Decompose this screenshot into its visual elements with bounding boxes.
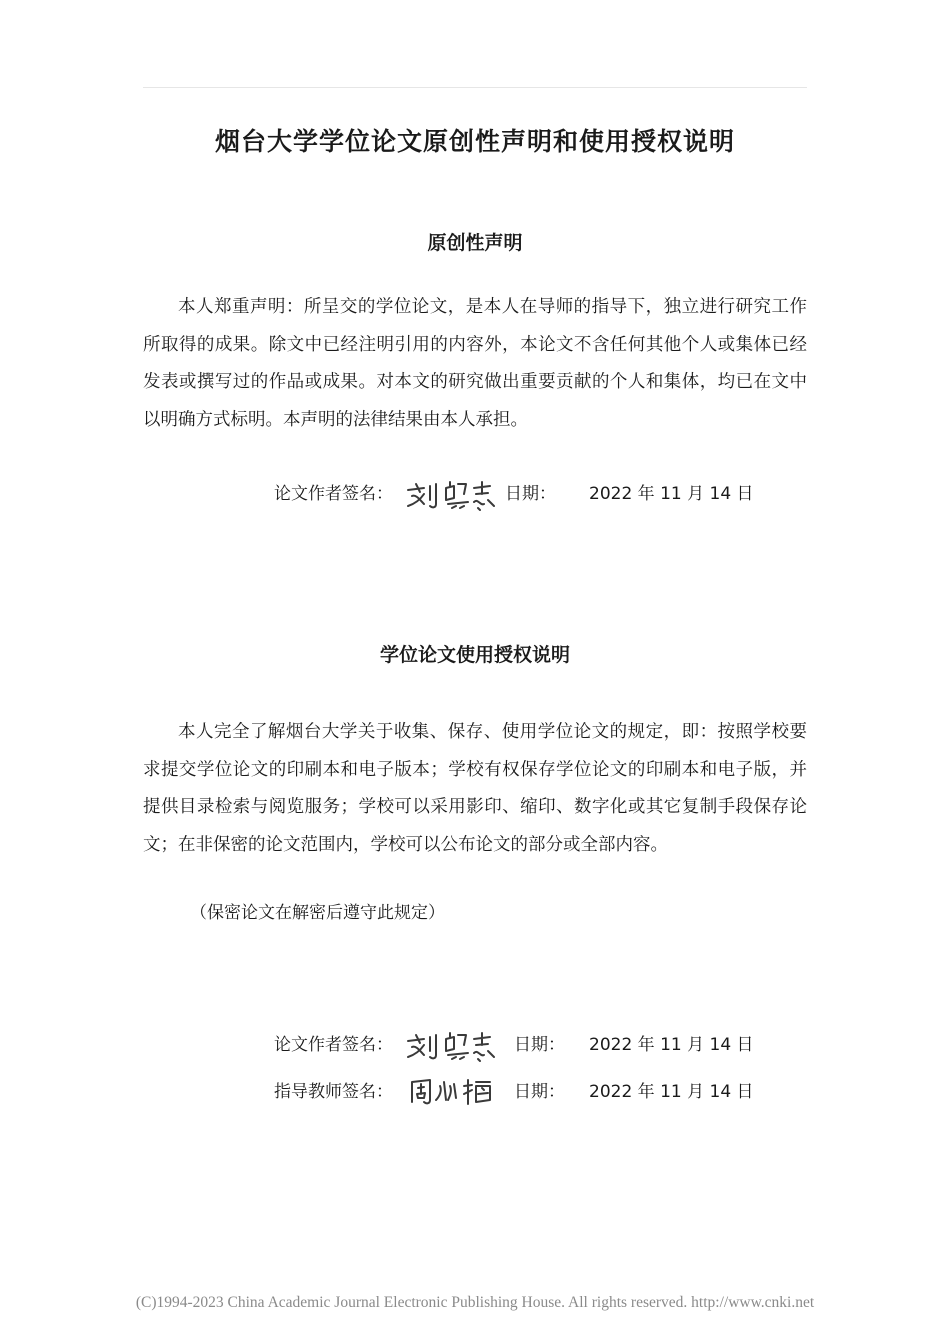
author-signature-label: 论文作者签名：	[274, 484, 393, 504]
supervisor-signature-row	[274, 1074, 774, 1110]
document-title: 烟台大学学位论文原创性声明和使用授权说明	[214, 127, 735, 156]
originality-date-label: 日期：	[505, 484, 556, 504]
header-rule	[143, 87, 807, 88]
author-signature-label: 论文作者签名：	[274, 1035, 393, 1055]
confidential-note: （保密论文在解密后遵守此规定）	[190, 903, 445, 923]
author-date: 2022 年 11 月 14 日	[589, 1035, 754, 1055]
supervisor-signature	[406, 1076, 496, 1108]
supervisor-signature-label: 指导教师签名：	[274, 1082, 393, 1102]
author-signature	[404, 478, 504, 512]
author-date-label: 日期：	[514, 1035, 565, 1055]
authorization-heading: 学位论文使用授权说明	[379, 644, 570, 666]
supervisor-date: 2022 年 11 月 14 日	[589, 1082, 754, 1102]
originality-heading: 原创性声明	[427, 232, 523, 254]
originality-body: 本人郑重声明：所呈交的学位论文，是本人在导师的指导下，独立进行研究工作所取得的成果。除文中已经注明引用的内容外，本论文不含任何其他个人或集体已经发表或撰写过的作品或成果。对本文的研究做出重要贡献的个人和集体，均已在文中以明确方式标明。本声明的法律结果由本人承担。	[143, 297, 807, 430]
copyright-footer: (C)1994-2023 China Academic Journal Electronic Publishing House. All rights reserved. http://www.cnki.net	[135, 1294, 815, 1311]
author-signature-row	[274, 1027, 774, 1063]
originality-signature-row	[274, 476, 774, 512]
originality-date: 2022 年 11 月 14 日	[589, 484, 754, 504]
authorization-body: 本人完全了解烟台大学关于收集、保存、使用学位论文的规定，即：按照学校要求提交学位论文的印刷本和电子版本；学校有权保存学位论文的印刷本和电子版，并提供目录检索与阅览服务；学校可以采用影印、缩印、数字化或其它复制手段保存论文；在非保密的论文范围内，学校可以公布论文的部分或全部内容。	[143, 722, 807, 855]
author-signature	[404, 1029, 504, 1063]
supervisor-date-label: 日期：	[514, 1082, 565, 1102]
